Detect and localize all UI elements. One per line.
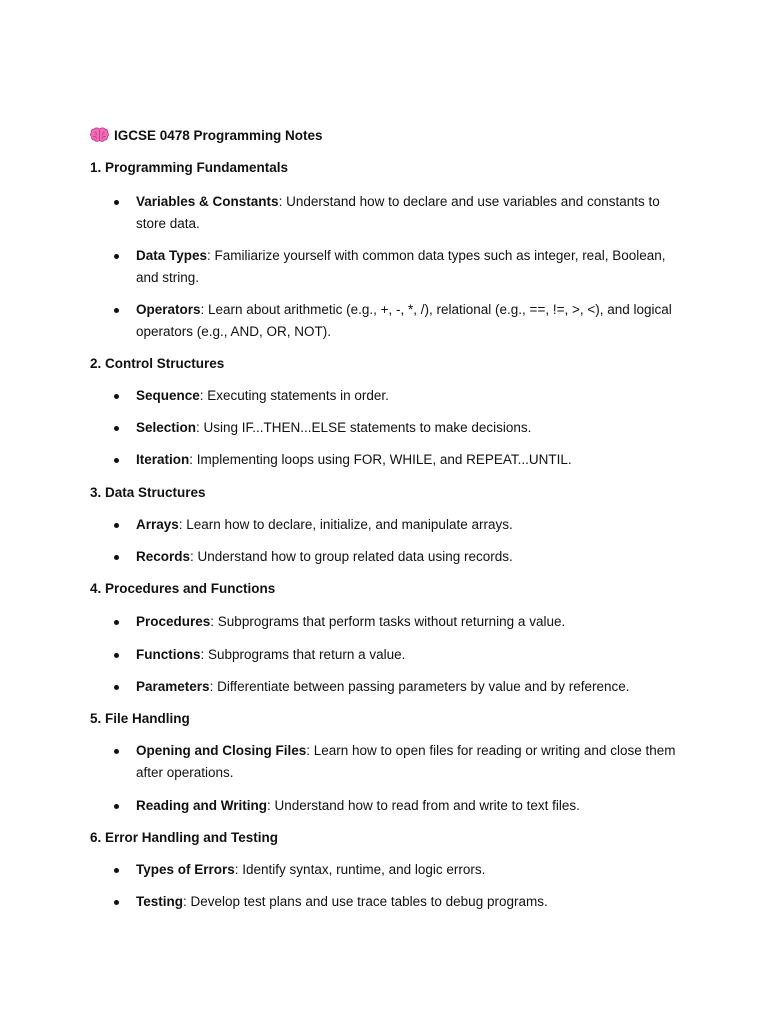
section-heading: 1. Programming Fundamentals [90, 160, 289, 175]
list-item [136, 417, 681, 439]
item-term: Functions [136, 647, 201, 662]
list-item [136, 245, 681, 289]
list-item [136, 795, 681, 817]
item-term: Arrays [136, 517, 179, 532]
item-term: Selection [136, 420, 197, 435]
list-item [136, 740, 681, 784]
list-item [136, 891, 681, 913]
list-item [136, 611, 681, 633]
item-text: : Implementing loops using FOR, WHILE, and REPEAT...UNTIL. [189, 452, 572, 467]
list-item [136, 385, 681, 407]
item-text: : Familiarize yourself with common data types such as integer, real, Boolean, and string. [136, 248, 666, 285]
item-term: Records [136, 549, 191, 564]
item-text: : Executing statements in order. [199, 388, 389, 403]
item-term: Procedures [136, 614, 211, 629]
list-item [136, 449, 681, 471]
item-text: : Using IF...THEN...ELSE statements to make decisions. [196, 420, 532, 435]
item-text: : Identify syntax, runtime, and logic errors. [234, 862, 486, 877]
item-term: Types of Errors [136, 862, 235, 877]
item-text: : Learn about arithmetic (e.g., +, -, *, /), relational (e.g., ==, !=, >, <), and logical operators (e.g., AND, OR, NOT). [136, 302, 672, 339]
section-heading: 5. File Handling [90, 711, 190, 726]
item-term: Opening and Closing Files [136, 743, 307, 758]
list-item [136, 644, 681, 666]
item-term: Data Types [136, 248, 208, 263]
section-heading: 3. Data Structures [90, 485, 206, 500]
item-text: : Subprograms that perform tasks without returning a value. [210, 614, 566, 629]
page-title [90, 126, 323, 146]
item-term: Iteration [136, 452, 190, 467]
item-text: : Understand how to group related data using records. [190, 549, 513, 564]
page-title-text: IGCSE 0478 Programming Notes [114, 128, 323, 143]
section-heading: 2. Control Structures [90, 356, 225, 371]
item-term: Reading and Writing [136, 798, 267, 813]
item-term: Operators [136, 302, 201, 317]
item-text: : Understand how to declare and use variables and constants to store data. [136, 194, 660, 231]
item-text: : Understand how to read from and write to text files. [267, 798, 580, 813]
item-term: Parameters [136, 679, 210, 694]
brain-icon [90, 127, 109, 143]
list-item [136, 859, 681, 881]
list-item [136, 191, 681, 235]
item-text: : Learn how to declare, initialize, and manipulate arrays. [178, 517, 513, 532]
item-term: Sequence [136, 388, 200, 403]
list-item [136, 676, 681, 698]
list-item [136, 514, 681, 536]
section-heading: 6. Error Handling and Testing [90, 830, 279, 845]
item-text: : Differentiate between passing parameters by value and by reference. [209, 679, 630, 694]
item-text: : Learn how to open files for reading or writing and close them after operations. [136, 743, 676, 780]
section-heading: 4. Procedures and Functions [90, 581, 276, 596]
item-term: Variables & Constants [136, 194, 279, 209]
item-text: : Subprograms that return a value. [200, 647, 406, 662]
item-text: : Develop test plans and use trace tables to debug programs. [183, 894, 548, 909]
item-term: Testing [136, 894, 183, 909]
list-item [136, 299, 681, 343]
list-item [136, 546, 681, 568]
